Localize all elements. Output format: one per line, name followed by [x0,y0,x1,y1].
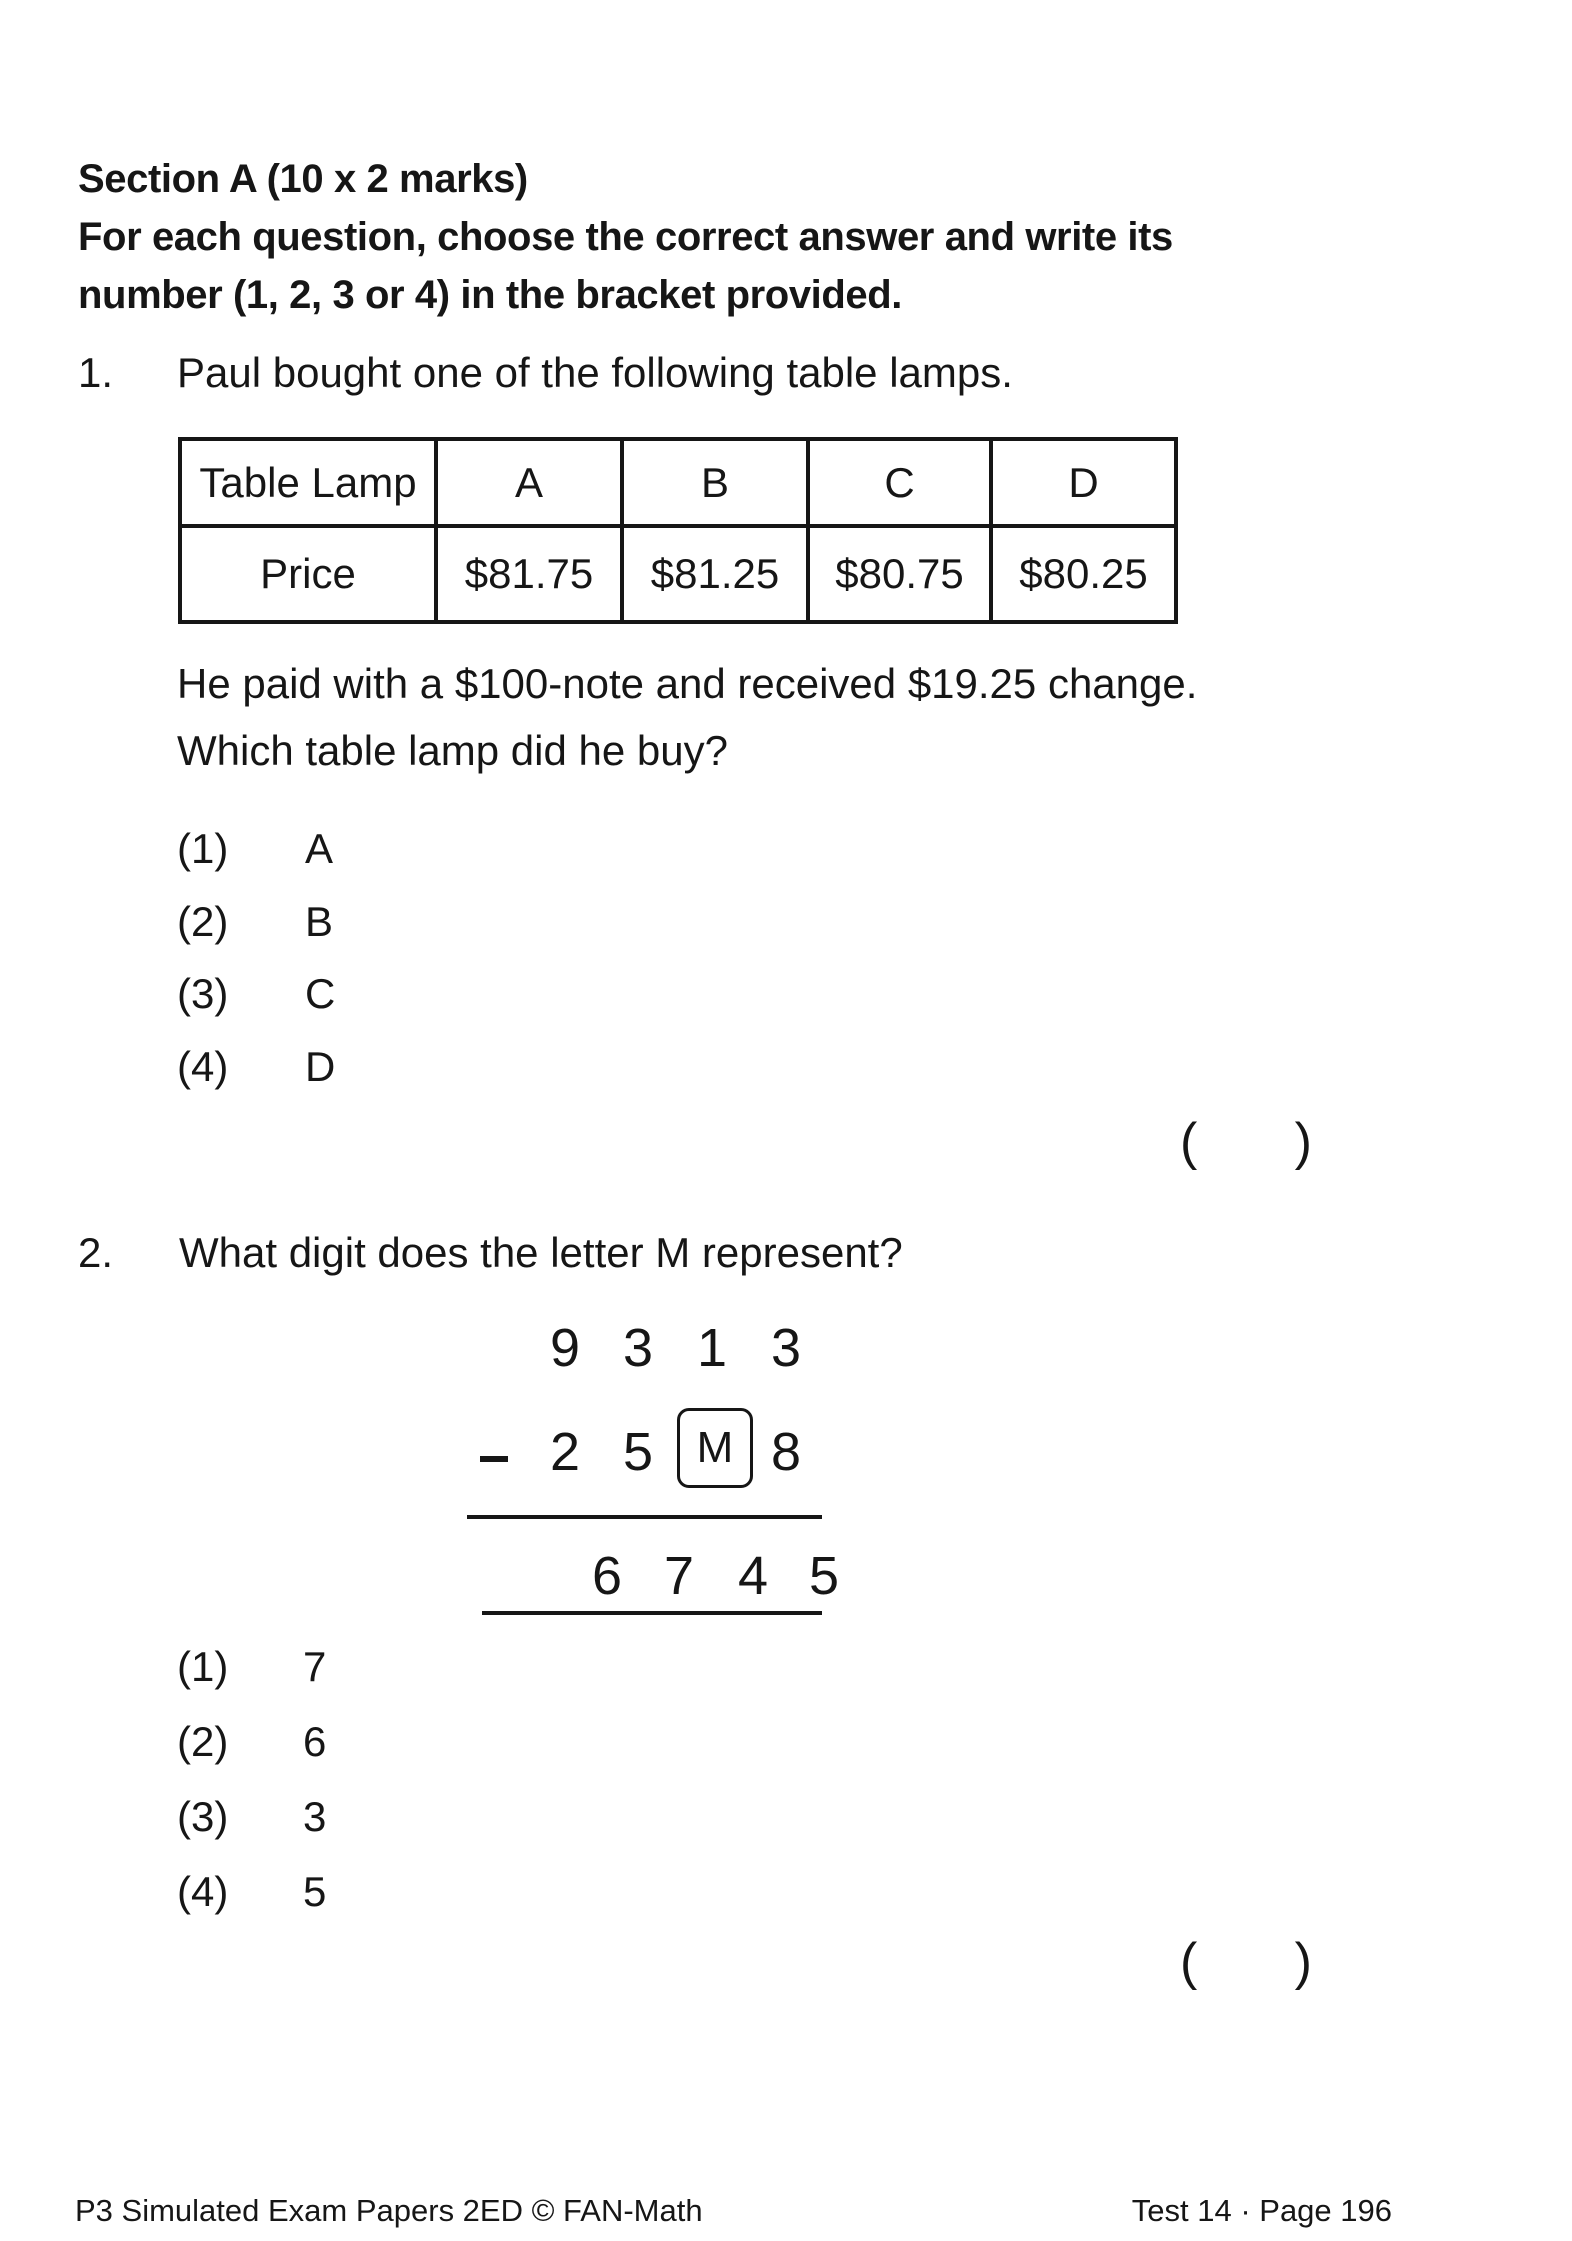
q1-option-3-label: (3) [177,970,229,1017]
q2-option-3-value: 3 [303,1793,327,1840]
difference-digit: 5 [808,1546,840,1606]
unknown-digit-box [677,1408,753,1488]
subtraction-rule-line [467,1515,822,1519]
instruction-line-1: For each question, choose the correct answer and write its [78,215,1173,259]
q2-option-1-value: 7 [303,1643,327,1690]
q1-bracket-close-paren: ) [1294,1113,1312,1171]
price-table-cell: $81.25 [622,526,808,622]
q2-bracket-open-paren: ( [1180,1933,1198,1991]
q1-option-4-value: D [305,1043,336,1090]
question-1-body-line-2: Which table lamp did he buy? [177,727,728,774]
question-2-text: What digit does the letter M represent? [179,1229,903,1276]
price-table-header-cell: Table Lamp [180,439,436,526]
footer-book-title: P3 Simulated Exam Papers 2ED © FAN-Math [75,2193,703,2228]
q1-option-3-value: C [305,970,336,1017]
minuend-digit: 9 [549,1318,581,1378]
price-table-header-cell: B [622,439,808,526]
subtrahend-digit: 8 [770,1422,802,1482]
q1-option-1-value: A [305,825,334,872]
price-table-cell: Price [180,526,436,622]
unknown-digit-letter: M [696,1423,734,1472]
subtrahend-digit: 5 [622,1422,654,1482]
difference-digit: 6 [591,1546,623,1606]
section-heading: Section A (10 x 2 marks) [78,157,528,201]
q1-answer-bracket [1180,1112,1312,1172]
subtraction-bottom-rule-line [482,1611,822,1615]
q1-bracket-open-paren: ( [1180,1113,1198,1171]
minuend-digit: 3 [770,1318,802,1378]
instruction-line-2: number (1, 2, 3 or 4) in the bracket provided. [78,273,903,317]
section-heading-block [78,150,1173,324]
q2-option-1-label: (1) [177,1643,229,1690]
q2-option-3-label: (3) [177,1793,229,1840]
question-1-text: Paul bought one of the following table lamps. [177,349,1013,396]
difference-digit: 4 [737,1546,769,1606]
minuend-digit: 3 [622,1318,654,1378]
price-table-cell: $80.75 [808,526,991,622]
q1-option-4-label: (4) [177,1043,229,1090]
question-1-body [177,650,1197,784]
question-1-body-line-1: He paid with a $100-note and received $19.25 change. [177,660,1198,707]
minuend-digit: 1 [696,1318,728,1378]
footer-page-number: Test 14 · Page 196 [1131,2193,1392,2228]
q2-option-4-label: (4) [177,1868,229,1915]
price-table [178,437,1178,624]
price-table-header-cell: C [808,439,991,526]
price-table-header-cell: D [991,439,1176,526]
q2-bracket-close-paren: ) [1294,1933,1312,1991]
q2-option-2-label: (2) [177,1718,229,1765]
q2-answer-bracket [1180,1932,1312,1992]
price-table-cell: $80.25 [991,526,1176,622]
question-2-number: 2. [78,1229,114,1276]
q2-option-2-value: 6 [303,1718,327,1765]
difference-digit: 7 [663,1546,695,1606]
q1-option-2-label: (2) [177,898,229,945]
price-table-cell: $81.75 [436,526,622,622]
q2-option-4-value: 5 [303,1868,327,1915]
q1-option-1-label: (1) [177,825,229,872]
subtraction-worksheet [460,1313,840,1625]
price-table-header-cell: A [436,439,622,526]
subtrahend-digit: 2 [549,1422,581,1482]
q1-option-2-value: B [305,898,334,945]
minus-sign [480,1456,508,1462]
question-1-number: 1. [78,349,114,396]
